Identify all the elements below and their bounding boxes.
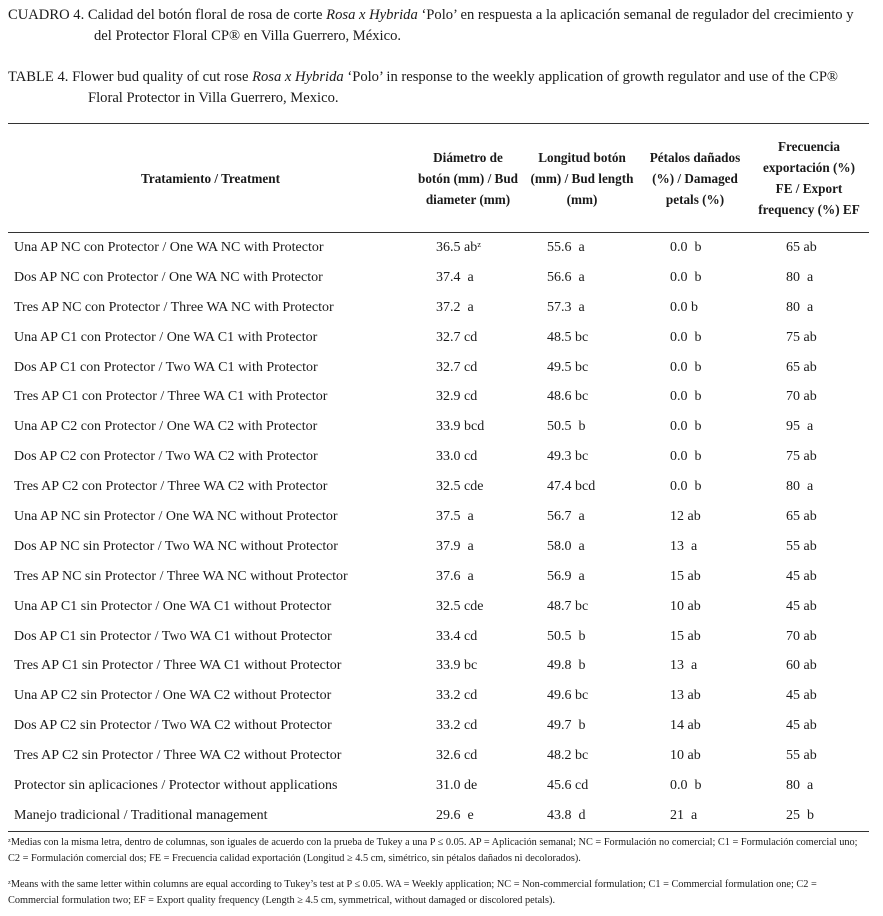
- bud-diameter-cell: [413, 382, 523, 412]
- bud-diameter-cell-value: 29.6 e: [436, 807, 474, 823]
- table-body: [8, 233, 869, 832]
- bud-diameter-cell-value: 37.9 a: [436, 538, 474, 554]
- bud-length-cell: [523, 622, 641, 652]
- bud-diameter-cell: [413, 651, 523, 681]
- export-frequency-cell-value: 70 ab: [786, 389, 817, 405]
- export-frequency-cell-value: 55 ab: [786, 538, 817, 554]
- bud-length-cell: [523, 233, 641, 263]
- damaged-petals-cell-value: 15 ab: [670, 628, 701, 644]
- table-row: [8, 442, 869, 472]
- table-row: [8, 532, 869, 562]
- bud-length-cell: [523, 532, 641, 562]
- damaged-petals-cell: [641, 293, 749, 323]
- table-row: [8, 502, 869, 532]
- bud-diameter-cell: [413, 681, 523, 711]
- bud-length-cell: [523, 263, 641, 293]
- table-row: [8, 382, 869, 412]
- bud-diameter-cell-value: 32.7 cd: [436, 329, 478, 345]
- bud-diameter-cell-value: 33.0 cd: [436, 449, 478, 465]
- header-damaged-petals: Pétalos dañados (%) / Damaged petals (%): [641, 124, 749, 233]
- footnote-spanish: ᶻMedias con la misma letra, dentro de columnas, son iguales de acuerdo con la prueba de Tukey a una P ≤ 0.05. AP = Aplicación semanal; NC = Formulación no comercial; C1 = Formulación comercial uno; C2 = Formulación comercial dos; FE = Frecuencia calidad exportación (Longitud ≥ 4.5 cm, simétrico, sin pétalos dañados ni decolorados).: [8, 837, 858, 864]
- bud-diameter-cell: [413, 293, 523, 323]
- bud-diameter-cell: [413, 353, 523, 383]
- treatment-cell: Dos AP C2 con Protector / Two WA C2 with Protector: [14, 449, 318, 465]
- caption-text-en: Flower bud quality of cut rose: [72, 69, 249, 85]
- table-row: [8, 293, 869, 323]
- damaged-petals-cell-value: 0.0 b: [670, 359, 702, 375]
- damaged-petals-cell-value: 15 ab: [670, 568, 701, 584]
- bud-length-cell: [523, 592, 641, 622]
- export-frequency-cell: [749, 353, 869, 383]
- damaged-petals-cell: [641, 323, 749, 353]
- damaged-petals-cell: [641, 472, 749, 502]
- export-frequency-cell-value: 70 ab: [786, 628, 817, 644]
- bud-diameter-cell-value: 33.4 cd: [436, 628, 478, 644]
- damaged-petals-cell: [641, 532, 749, 562]
- export-frequency-cell-value: 80 a: [786, 269, 814, 285]
- bud-diameter-cell: [413, 442, 523, 472]
- bud-diameter-cell: [413, 323, 523, 353]
- bud-diameter-cell: [413, 502, 523, 532]
- table-row: [8, 711, 869, 741]
- export-frequency-cell: [749, 233, 869, 263]
- export-frequency-cell: [749, 562, 869, 592]
- bud-length-cell-value: 43.8 d: [547, 807, 586, 823]
- bud-diameter-cell: [413, 741, 523, 771]
- damaged-petals-cell-value: 0.0 b: [670, 777, 702, 793]
- treatment-cell: Protector sin aplicaciones / Protector without applications: [14, 777, 338, 793]
- damaged-petals-cell-value: 14 ab: [670, 718, 701, 734]
- bud-length-cell-value: 48.2 bc: [547, 748, 589, 764]
- bud-length-cell: [523, 741, 641, 771]
- damaged-petals-cell-value: 0.0 b: [670, 419, 702, 435]
- damaged-petals-cell-value: 0.0 b: [670, 269, 702, 285]
- bud-diameter-cell-value: 33.9 bc: [436, 658, 478, 674]
- bud-length-cell: [523, 681, 641, 711]
- export-frequency-cell-value: 80 a: [786, 777, 814, 793]
- caption-text-en-rest: ‘Polo’ in response to the weekly application of growth regulator and use of the CP® Floral Protector in Villa Guerrero, Mexico.: [88, 69, 839, 106]
- bud-diameter-cell-value: 33.2 cd: [436, 718, 478, 734]
- bud-length-cell-value: 45.6 cd: [547, 777, 589, 793]
- treatment-cell: Tres AP NC sin Protector / Three WA NC without Protector: [14, 568, 348, 584]
- table-row: [8, 412, 869, 442]
- bud-diameter-cell: [413, 532, 523, 562]
- bud-diameter-cell: [413, 592, 523, 622]
- bud-diameter-cell: [413, 622, 523, 652]
- bud-diameter-cell-value: 36.5 abᶻ: [436, 239, 482, 255]
- table-row: [8, 592, 869, 622]
- export-frequency-cell: [749, 323, 869, 353]
- treatment-cell: Una AP C1 sin Protector / One WA C1 without Protector: [14, 598, 332, 614]
- export-frequency-cell: [749, 711, 869, 741]
- damaged-petals-cell: [641, 412, 749, 442]
- damaged-petals-cell-value: 21 a: [670, 807, 698, 823]
- bud-length-cell: [523, 382, 641, 412]
- treatment-cell: Tres AP C1 sin Protector / Three WA C1 without Protector: [14, 658, 342, 674]
- bud-length-cell-value: 47.4 bcd: [547, 479, 596, 495]
- bud-length-cell-value: 48.6 bc: [547, 389, 589, 405]
- damaged-petals-cell-value: 0.0 b: [670, 299, 698, 315]
- treatment-cell: Tres AP C1 con Protector / Three WA C1 with Protector: [14, 389, 328, 405]
- treatment-cell: Una AP C2 con Protector / One WA C2 with Protector: [14, 419, 318, 435]
- damaged-petals-cell-value: 10 ab: [670, 748, 701, 764]
- table-row: [8, 323, 869, 353]
- damaged-petals-cell: [641, 263, 749, 293]
- results-table: [8, 123, 869, 832]
- damaged-petals-cell: [641, 562, 749, 592]
- export-frequency-cell: [749, 412, 869, 442]
- damaged-petals-cell: [641, 592, 749, 622]
- export-frequency-cell-value: 75 ab: [786, 329, 817, 345]
- bud-length-cell: [523, 502, 641, 532]
- damaged-petals-cell: [641, 233, 749, 263]
- bud-diameter-cell: [413, 263, 523, 293]
- bud-length-cell-value: 48.7 bc: [547, 598, 589, 614]
- export-frequency-cell-value: 65 ab: [786, 508, 817, 524]
- export-frequency-cell-value: 55 ab: [786, 748, 817, 764]
- export-frequency-cell-value: 80 a: [786, 479, 814, 495]
- bud-length-cell: [523, 442, 641, 472]
- table-caption-spanish: [8, 5, 870, 47]
- treatment-cell: Dos AP NC sin Protector / Two WA NC without Protector: [14, 538, 338, 554]
- bud-length-cell-value: 55.6 a: [547, 239, 585, 255]
- bud-length-cell: [523, 651, 641, 681]
- treatment-cell: Una AP NC con Protector / One WA NC with Protector: [14, 239, 324, 255]
- export-frequency-cell-value: 45 ab: [786, 568, 817, 584]
- export-frequency-cell: [749, 293, 869, 323]
- damaged-petals-cell-value: 13 a: [670, 658, 698, 674]
- bud-diameter-cell: [413, 412, 523, 442]
- table-row: [8, 263, 869, 293]
- table-row: [8, 622, 869, 652]
- table-row: [8, 741, 869, 771]
- export-frequency-cell-value: 80 a: [786, 299, 814, 315]
- bud-length-cell-value: 58.0 a: [547, 538, 585, 554]
- bud-length-cell: [523, 412, 641, 442]
- header-export-frequency: Frecuencia exportación (%) FE / Export frequency (%) EF: [749, 124, 869, 233]
- export-frequency-cell-value: 60 ab: [786, 658, 817, 674]
- treatment-cell: Manejo tradicional / Traditional management: [8, 801, 413, 831]
- bud-diameter-cell-value: 31.0 de: [436, 777, 478, 793]
- export-frequency-cell: [749, 382, 869, 412]
- bud-length-cell: [523, 562, 641, 592]
- header-bud-length: Longitud botón (mm) / Bud length (mm): [523, 124, 641, 233]
- damaged-petals-cell: [641, 502, 749, 532]
- header-treatment: Tratamiento / Treatment: [8, 124, 413, 233]
- bud-length-cell-value: 50.5 b: [547, 419, 586, 435]
- bud-diameter-cell-value: 32.5 cde: [436, 479, 484, 495]
- bud-diameter-cell-value: 37.6 a: [436, 568, 474, 584]
- damaged-petals-cell: [641, 651, 749, 681]
- footnote-english: ᶻMeans with the same letter within columns are equal according to Tukey’s test at P ≤ 0.05. WA = Weekly application; NC = Non-commercial formulation; C1 = Commercial formulation one; C2 = Commercial formulation two; EF = Export quality frequency (Length ≥ 4.5 cm, symmetrical, without damaged or discolored petals).: [8, 879, 817, 906]
- bud-length-cell-value: 49.7 b: [547, 718, 586, 734]
- export-frequency-cell-value: 95 a: [786, 419, 814, 435]
- table-row: [8, 472, 869, 502]
- bud-diameter-cell: [413, 562, 523, 592]
- bud-length-cell-value: 49.8 b: [547, 658, 586, 674]
- bud-length-cell: [523, 771, 641, 801]
- bud-length-cell: [523, 353, 641, 383]
- bud-length-cell-value: 57.3 a: [547, 299, 585, 315]
- damaged-petals-cell-value: 10 ab: [670, 598, 701, 614]
- table-caption-english: [8, 67, 870, 109]
- export-frequency-cell: [749, 801, 869, 831]
- damaged-petals-cell-value: 13 a: [670, 538, 698, 554]
- bud-diameter-cell: [413, 472, 523, 502]
- export-frequency-cell-value: 65 ab: [786, 239, 817, 255]
- export-frequency-cell: [749, 442, 869, 472]
- treatment-cell: Una AP C2 sin Protector / One WA C2 without Protector: [14, 688, 332, 704]
- damaged-petals-cell-value: 0.0 b: [670, 449, 702, 465]
- treatment-cell: Dos AP NC con Protector / One WA NC with Protector: [14, 269, 323, 285]
- damaged-petals-cell: [641, 711, 749, 741]
- treatment-cell: Dos AP C1 con Protector / Two WA C1 with Protector: [14, 359, 318, 375]
- damaged-petals-cell-value: 0.0 b: [670, 239, 702, 255]
- bud-length-cell-value: 49.3 bc: [547, 449, 589, 465]
- bud-length-cell-value: 56.6 a: [547, 269, 585, 285]
- caption-label-es: CUADRO 4.: [8, 7, 85, 23]
- caption-text-es: Calidad del botón floral de rosa de corte: [87, 7, 323, 23]
- export-frequency-cell-value: 45 ab: [786, 718, 817, 734]
- treatment-cell: Dos AP C1 sin Protector / Two WA C1 without Protector: [14, 628, 332, 644]
- damaged-petals-cell: [641, 382, 749, 412]
- treatment-cell: Una AP NC sin Protector / One WA NC without Protector: [14, 508, 338, 524]
- damaged-petals-cell: [641, 741, 749, 771]
- damaged-petals-cell: [641, 771, 749, 801]
- bud-diameter-cell-value: 37.5 a: [436, 508, 474, 524]
- table-row: [8, 681, 869, 711]
- bud-length-cell-value: 49.6 bc: [547, 688, 589, 704]
- bud-length-cell: [523, 711, 641, 741]
- export-frequency-cell: [749, 263, 869, 293]
- damaged-petals-cell: [641, 353, 749, 383]
- damaged-petals-cell: [641, 622, 749, 652]
- damaged-petals-cell: [641, 681, 749, 711]
- export-frequency-cell-value: 25 b: [786, 807, 814, 823]
- export-frequency-cell-value: 45 ab: [786, 598, 817, 614]
- export-frequency-cell-value: 65 ab: [786, 359, 817, 375]
- bud-length-cell-value: 48.5 bc: [547, 329, 589, 345]
- damaged-petals-cell-value: 12 ab: [670, 508, 701, 524]
- caption-label-en: TABLE 4.: [8, 69, 69, 85]
- damaged-petals-cell-value: 0.0 b: [670, 389, 702, 405]
- table-row: [8, 651, 869, 681]
- treatment-cell: Tres AP NC con Protector / Three WA NC with Protector: [14, 299, 334, 315]
- bud-diameter-cell: [413, 711, 523, 741]
- bud-diameter-cell-value: 37.4 a: [436, 269, 474, 285]
- damaged-petals-cell: [641, 801, 749, 831]
- damaged-petals-cell: [641, 442, 749, 472]
- table-row: [8, 801, 869, 831]
- damaged-petals-cell-value: 0.0 b: [670, 329, 702, 345]
- export-frequency-cell: [749, 622, 869, 652]
- export-frequency-cell: [749, 681, 869, 711]
- export-frequency-cell: [749, 741, 869, 771]
- treatment-cell: Dos AP C2 sin Protector / Two WA C2 without Protector: [14, 718, 332, 734]
- bud-diameter-cell-value: 32.7 cd: [436, 359, 478, 375]
- table-row: [8, 771, 869, 801]
- export-frequency-cell: [749, 771, 869, 801]
- bud-diameter-cell-value: 33.2 cd: [436, 688, 478, 704]
- damaged-petals-cell-value: 0.0 b: [670, 479, 702, 495]
- export-frequency-cell-value: 45 ab: [786, 688, 817, 704]
- bud-diameter-cell: [413, 801, 523, 831]
- treatment-cell: Tres AP C2 con Protector / Three WA C2 with Protector: [14, 479, 328, 495]
- export-frequency-cell: [749, 592, 869, 622]
- bud-diameter-cell: [413, 233, 523, 263]
- table-row: [8, 562, 869, 592]
- bud-length-cell-value: 56.9 a: [547, 568, 585, 584]
- bud-length-cell: [523, 472, 641, 502]
- caption-species-es: Rosa x Hybrida: [326, 7, 418, 23]
- export-frequency-cell: [749, 651, 869, 681]
- export-frequency-cell: [749, 532, 869, 562]
- export-frequency-cell: [749, 502, 869, 532]
- bud-diameter-cell: [413, 771, 523, 801]
- bud-diameter-cell-value: 32.5 cde: [436, 598, 484, 614]
- bud-length-cell-value: 49.5 bc: [547, 359, 589, 375]
- header-bud-diameter: Diámetro de botón (mm) / Bud diameter (mm): [413, 124, 523, 233]
- caption-text-es-rest: ‘Polo’ en respuesta a la aplicación semanal de regulador del crecimiento y del Protector Floral CP® en Villa Guerrero, México.: [94, 7, 854, 44]
- table-row: [8, 233, 869, 263]
- export-frequency-cell: [749, 472, 869, 502]
- bud-diameter-cell-value: 32.6 cd: [436, 748, 478, 764]
- bud-length-cell-value: 56.7 a: [547, 508, 585, 524]
- bud-diameter-cell-value: 33.9 bcd: [436, 419, 485, 435]
- bud-length-cell: [523, 323, 641, 353]
- export-frequency-cell-value: 75 ab: [786, 449, 817, 465]
- bud-diameter-cell-value: 37.2 a: [436, 299, 474, 315]
- bud-length-cell-value: 50.5 b: [547, 628, 586, 644]
- bud-diameter-cell-value: 32.9 cd: [436, 389, 478, 405]
- bud-length-cell: [523, 293, 641, 323]
- treatment-cell: Tres AP C2 sin Protector / Three WA C2 without Protector: [14, 748, 342, 764]
- treatment-cell: Una AP C1 con Protector / One WA C1 with Protector: [14, 329, 318, 345]
- table-header-row: [8, 124, 869, 233]
- caption-species-en: Rosa x Hybrida: [252, 69, 344, 85]
- bud-length-cell: [523, 801, 641, 831]
- damaged-petals-cell-value: 13 ab: [670, 688, 701, 704]
- table-row: [8, 353, 869, 383]
